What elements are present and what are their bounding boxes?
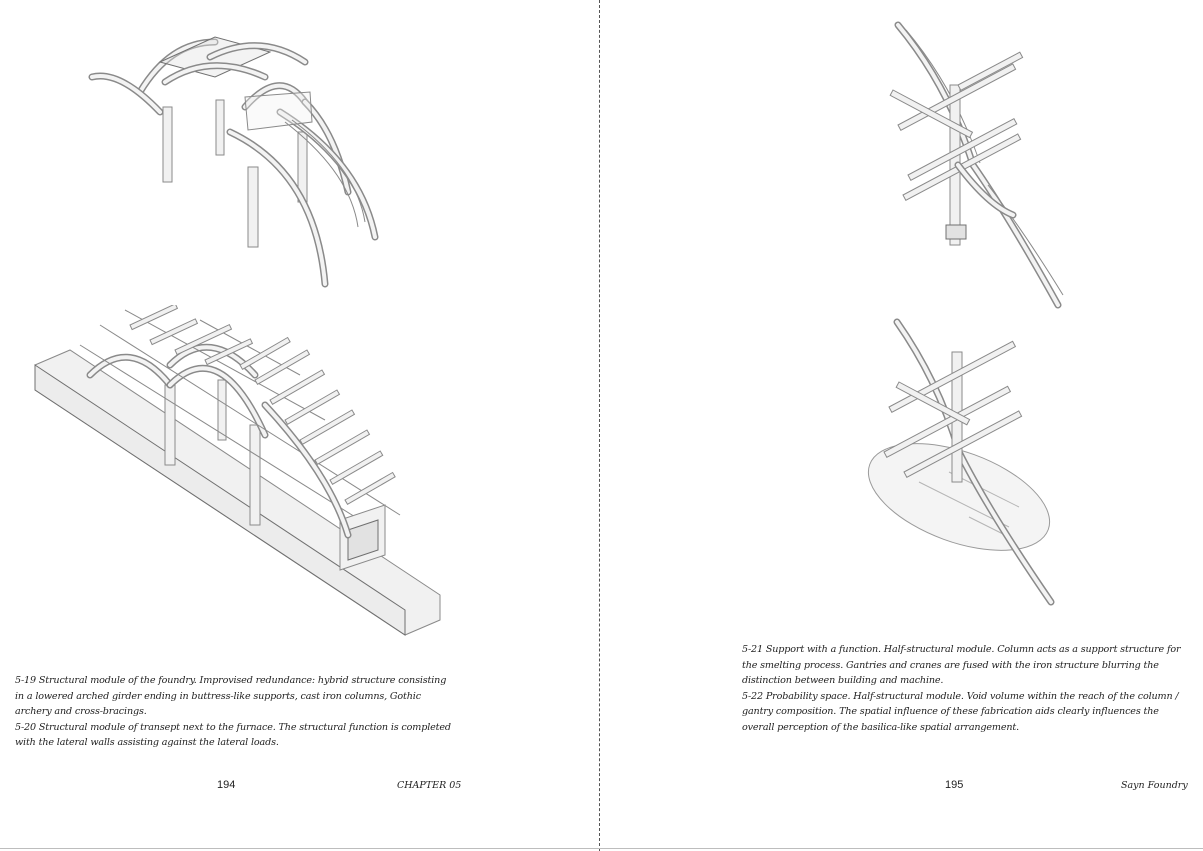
page-number: 195 <box>945 779 964 791</box>
left-page <box>0 0 600 851</box>
running-head-chapter: CHAPTER 05 <box>397 780 462 791</box>
right-figure-caption <box>742 642 1192 735</box>
page-number: 194 <box>217 779 236 791</box>
caption-5-22: 5-22 Probability space. Half-structural module. Void volume within the reach of the column / gantry composition. The spatial influence of these fabrication aids clearly influences the overall perception of the basilica-like spatial arrangement. <box>742 690 1179 733</box>
bottom-edge-rule <box>0 848 1203 849</box>
caption-5-21: 5-21 Support with a function. Half-structural module. Column acts as a support structure for the smelting process. Gantries and cranes are fused with the iron structure blurring the distinction between building and machine. <box>742 644 1181 686</box>
figure-5-22-probability-space <box>859 312 1069 612</box>
figure-5-20-transept-module <box>30 305 450 645</box>
caption-5-19: 5-19 Structural module of the foundry. Improvised redundance: hybrid structure consisting in a lowered arched girder ending in buttress-like supports, cast iron columns, Gothic archery and cross-bracings. <box>15 675 447 717</box>
right-page <box>601 0 1203 851</box>
left-figure-caption <box>15 673 455 751</box>
running-head-title: Sayn Foundry <box>1121 780 1188 791</box>
caption-5-20: 5-20 Structural module of transept next to the furnace. The structural function is completed with the lateral walls assisting against the lateral loads. <box>15 721 451 748</box>
figure-5-19-structural-module <box>80 22 400 292</box>
figure-5-21-support-with-function <box>888 15 1078 310</box>
